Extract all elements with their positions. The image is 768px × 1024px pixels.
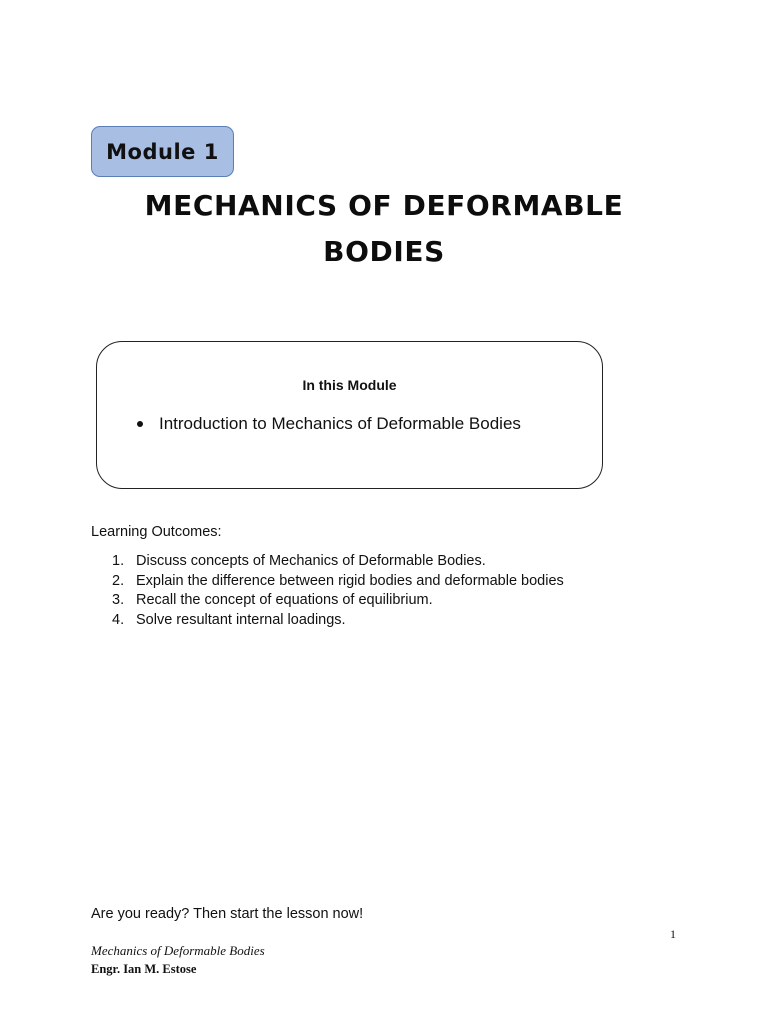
list-item — [112, 552, 564, 572]
list-item-number: 1. — [112, 553, 125, 569]
title-line-2: BODIES — [323, 235, 445, 268]
list-item — [112, 611, 564, 631]
footer-course-title: Mechanics of Deformable Bodies — [91, 943, 265, 958]
learning-outcomes-heading: Learning Outcomes: — [91, 524, 222, 540]
list-item-number: 3. — [112, 592, 125, 608]
footer-author: Engr. Ian M. Estose — [91, 962, 197, 976]
page-title — [84, 183, 684, 275]
list-item-number: 4. — [112, 611, 125, 628]
in-this-module-box — [96, 341, 603, 489]
module-badge — [91, 126, 234, 177]
list-item-text: Solve resultant internal loadings. — [136, 611, 346, 628]
list-item-text: Discuss concepts of Mechanics of Deformable Bodies. — [136, 553, 486, 569]
module-topic-item — [137, 414, 521, 434]
list-item-number: 2. — [112, 572, 125, 589]
bullet-icon — [137, 421, 143, 427]
page-number: 1 — [670, 927, 676, 941]
title-line-1: MECHANICS OF DEFORMABLE — [144, 189, 624, 222]
list-item-text: Recall the concept of equations of equilibrium. — [136, 592, 433, 608]
in-this-module-heading: In this Module — [302, 377, 397, 393]
module-label: Module 1 — [106, 139, 219, 164]
list-item — [112, 572, 564, 592]
closing-text: Are you ready? Then start the lesson now! — [91, 906, 364, 922]
learning-outcomes-list — [112, 552, 564, 630]
list-item — [112, 591, 564, 611]
module-topic-text: Introduction to Mechanics of Deformable Bodies — [159, 414, 521, 433]
list-item-text: Explain the difference between rigid bodies and deformable bodies — [136, 572, 564, 589]
